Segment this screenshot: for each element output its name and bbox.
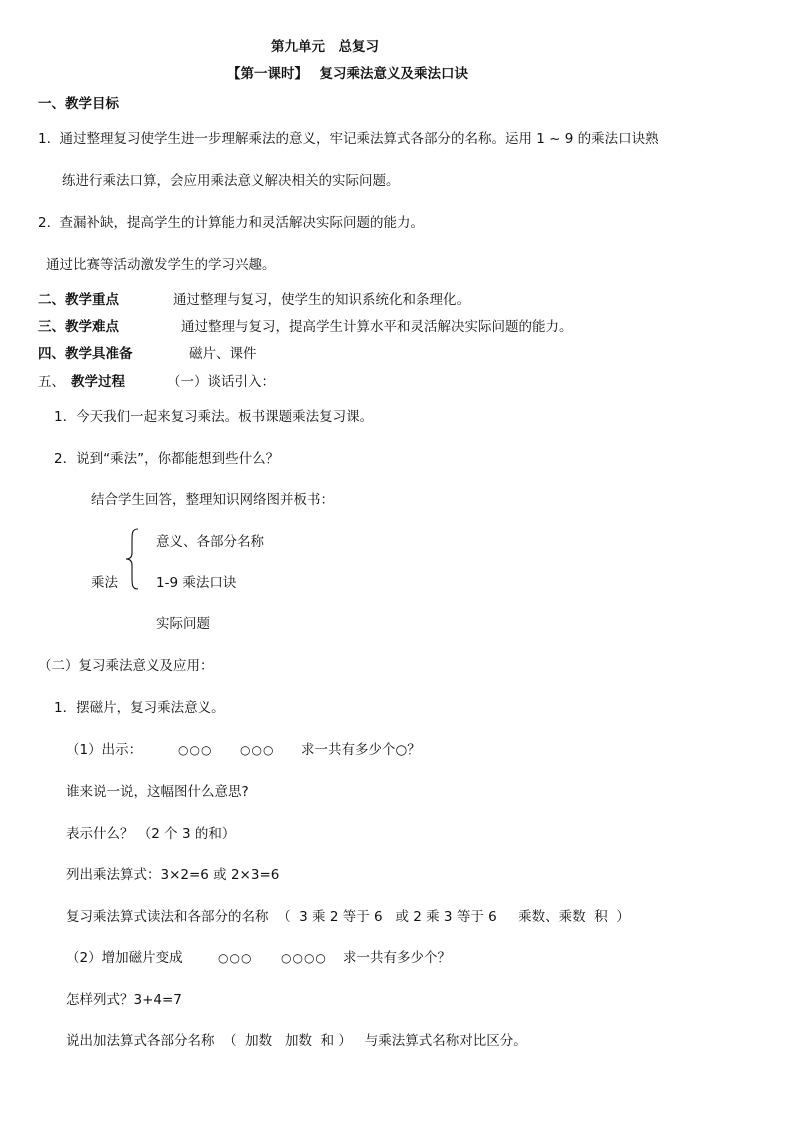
sub-step-1-question: 求一共有多少个○？ xyxy=(301,742,421,758)
sub-step-2-q1: 怎样列式？3+4=7 xyxy=(66,992,182,1008)
left-brace-icon xyxy=(124,527,142,591)
difficulties-text: 通过整理与复习，提高学生计算水平和灵活解决实际问题的能力。 xyxy=(181,319,573,335)
map-root: 乘法 xyxy=(91,575,118,591)
sub-step-1-label: （1）出示： xyxy=(66,742,143,758)
unit-title: 第九单元 总复习 xyxy=(271,39,379,55)
sub-step-2-dots-b: ○○○○ xyxy=(281,951,327,965)
process-prefix: 五、 xyxy=(38,374,65,390)
sub-step-1-q3: 列出乘法算式：3×2=6 或 2×3=6 xyxy=(66,867,280,883)
sub-step-2-label: （2）增加磁片变成 xyxy=(66,950,183,966)
objective-1-line-1: 1. 通过整理复习使学生进一步理解乘法的意义，牢记乘法算式各部分的名称。运用 1 ~ 9 的乘法口诀熟 xyxy=(38,131,659,147)
sub-step-2-q2: 说出加法算式各部分名称 （ 加数 加数 和 ） 与乘法算式名称对比区分。 xyxy=(66,1033,527,1049)
sub-step-1-dots-a: ○○○ xyxy=(178,743,213,757)
process-part-1: （一）谈话引入： xyxy=(167,374,275,390)
process-step-1-3: 结合学生回答，整理知识网络图并板书： xyxy=(91,492,334,508)
tools-text: 磁片、课件 xyxy=(189,346,257,362)
sub-step-1-dots-b: ○○○ xyxy=(240,743,275,757)
process-part-2: （二）复习乘法意义及应用： xyxy=(38,658,214,674)
difficulties-heading: 三、教学难点 xyxy=(38,319,119,335)
objective-2: 2. 查漏补缺，提高学生的计算能力和灵活解决实际问题的能力。 xyxy=(38,215,424,231)
sub-step-2-dots-a: ○○○ xyxy=(218,951,253,965)
sub-step-1-q1: 谁来说一说，这幅图什么意思? xyxy=(66,784,249,800)
objective-3: 通过比赛等活动激发学生的学习兴趣。 xyxy=(46,257,276,273)
process-step-1-1: 1．今天我们一起来复习乘法。板书课题乘法复习课。 xyxy=(54,409,374,425)
map-item-tables: 1-9 乘法口诀 xyxy=(156,575,237,591)
tools-heading: 四、教学具准备 xyxy=(38,346,133,362)
sub-step-1-q4: 复习乘法算式读法和各部分的名称 （ 3 乘 2 等于 6 或 2 乘 3 等于 6 乘数、乘数 积 ） xyxy=(66,909,630,925)
process-heading: 教学过程 xyxy=(71,374,125,390)
objective-1-line-2: 练进行乘法口算，会应用乘法意义解决相关的实际问题。 xyxy=(62,173,400,189)
key-points-text: 通过整理与复习，使学生的知识系统化和条理化。 xyxy=(173,292,470,308)
map-item-problems: 实际问题 xyxy=(156,616,210,632)
process-step-2-1: 1．摆磁片，复习乘法意义。 xyxy=(54,700,225,716)
sub-step-1-q2: 表示什么？ （2 个 3 的和） xyxy=(66,826,236,842)
process-step-1-2: 2．说到“乘法”，你都能想到些什么？ xyxy=(54,451,280,467)
map-item-meaning: 意义、各部分名称 xyxy=(156,534,264,550)
lesson-title: 【第一课时】 复习乘法意义及乘法口诀 xyxy=(227,66,468,82)
sub-step-2-question: 求一共有多少个？ xyxy=(343,950,451,966)
objectives-heading: 一、教学目标 xyxy=(38,96,119,112)
key-points-heading: 二、教学重点 xyxy=(38,292,119,308)
